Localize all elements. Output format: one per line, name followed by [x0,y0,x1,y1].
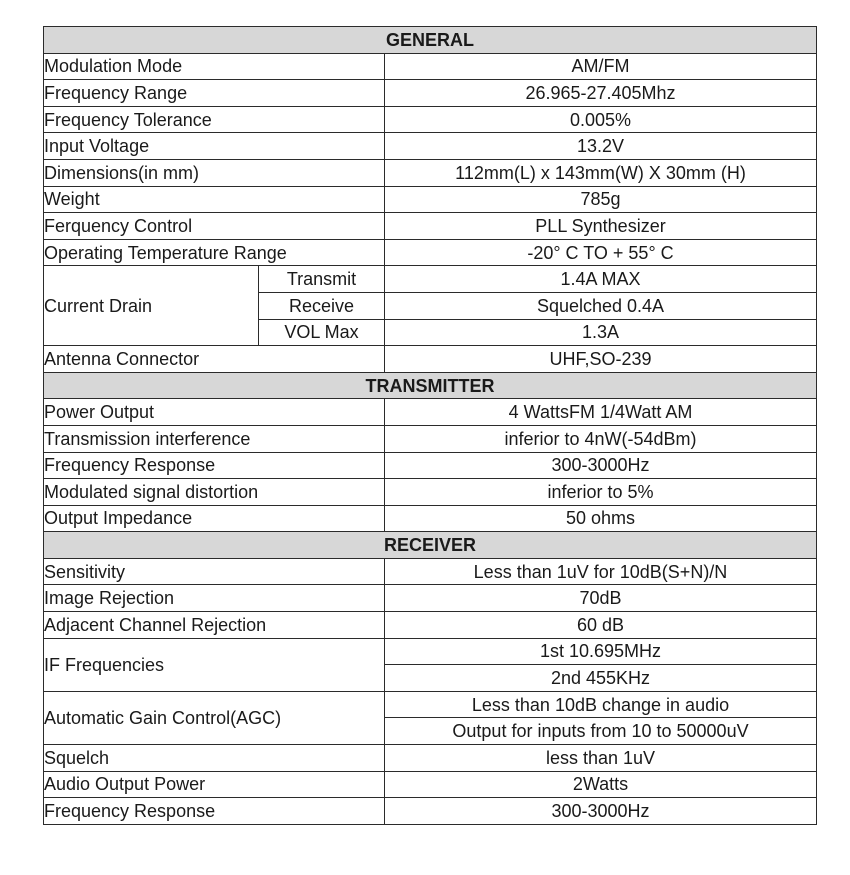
spec-row [44,133,817,160]
spec-value: UHF,SO-239 [385,346,817,373]
spec-label: IF Frequencies [44,638,385,691]
spec-row [44,346,817,373]
spec-value: 1.4A MAX [385,266,817,293]
spec-label: Modulated signal distortion [44,479,385,506]
spec-value: 785g [385,186,817,213]
spec-value: 2nd 455KHz [385,665,817,692]
spec-row [44,425,817,452]
spec-value: 1.3A [385,319,817,346]
section-title: GENERAL [44,27,817,54]
spec-label: Modulation Mode [44,53,385,80]
spec-label: Image Rejection [44,585,385,612]
spec-sublabel: VOL Max [259,319,385,346]
spec-row [44,585,817,612]
spec-value: 2Watts [385,771,817,798]
spec-row [44,159,817,186]
spec-label: Output Impedance [44,505,385,532]
spec-row [44,399,817,426]
spec-value: Less than 10dB change in audio [385,691,817,718]
spec-value: Output for inputs from 10 to 50000uV [385,718,817,745]
spec-label: Ferquency Control [44,213,385,240]
spec-row-agc [44,691,817,718]
section-title: TRANSMITTER [44,372,817,399]
spec-row [44,80,817,107]
spec-value: 50 ohms [385,505,817,532]
spec-value: 0.005% [385,106,817,133]
spec-label: Transmission interference [44,425,385,452]
spec-label: Weight [44,186,385,213]
spec-value: PLL Synthesizer [385,213,817,240]
section-header-general [44,27,817,54]
spec-row [44,53,817,80]
spec-value: inferior to 5% [385,479,817,506]
spec-row [44,452,817,479]
spec-row [44,239,817,266]
spec-value: inferior to 4nW(-54dBm) [385,425,817,452]
spec-label: Antenna Connector [44,346,385,373]
section-title: RECEIVER [44,532,817,559]
spec-label: Input Voltage [44,133,385,160]
spec-row-current-drain [44,266,817,293]
spec-value: 60 dB [385,612,817,639]
spec-row [44,479,817,506]
spec-label: Audio Output Power [44,771,385,798]
spec-row [44,558,817,585]
spec-row [44,745,817,772]
spec-value: 300-3000Hz [385,452,817,479]
spec-label: Frequency Range [44,80,385,107]
spec-row [44,505,817,532]
spec-value: 1st 10.695MHz [385,638,817,665]
spec-label: Automatic Gain Control(AGC) [44,691,385,744]
spec-label: Frequency Response [44,798,385,825]
spec-value: 26.965-27.405Mhz [385,80,817,107]
spec-sublabel: Receive [259,292,385,319]
section-header-receiver [44,532,817,559]
spec-sublabel: Transmit [259,266,385,293]
spec-label: Sensitivity [44,558,385,585]
spec-value: 300-3000Hz [385,798,817,825]
spec-value: AM/FM [385,53,817,80]
spec-row [44,798,817,825]
spec-value: 13.2V [385,133,817,160]
spec-value: -20° C TO + 55° C [385,239,817,266]
spec-label: Power Output [44,399,385,426]
spec-value: Less than 1uV for 10dB(S+N)/N [385,558,817,585]
spec-value: 4 WattsFM 1/4Watt AM [385,399,817,426]
spec-row [44,213,817,240]
spec-label: Adjacent Channel Rejection [44,612,385,639]
spec-label: Dimensions(in mm) [44,159,385,186]
spec-label: Current Drain [44,266,259,346]
spec-value: 70dB [385,585,817,612]
spec-label: Frequency Tolerance [44,106,385,133]
spec-row [44,612,817,639]
spec-row [44,771,817,798]
section-header-transmitter [44,372,817,399]
spec-row-if-frequencies [44,638,817,665]
spec-row [44,106,817,133]
spec-label: Frequency Response [44,452,385,479]
spec-value: 112mm(L) x 143mm(W) X 30mm (H) [385,159,817,186]
spec-row [44,186,817,213]
spec-value: less than 1uV [385,745,817,772]
spec-label: Squelch [44,745,385,772]
spec-table [43,26,817,825]
spec-label: Operating Temperature Range [44,239,385,266]
spec-value: Squelched 0.4A [385,292,817,319]
